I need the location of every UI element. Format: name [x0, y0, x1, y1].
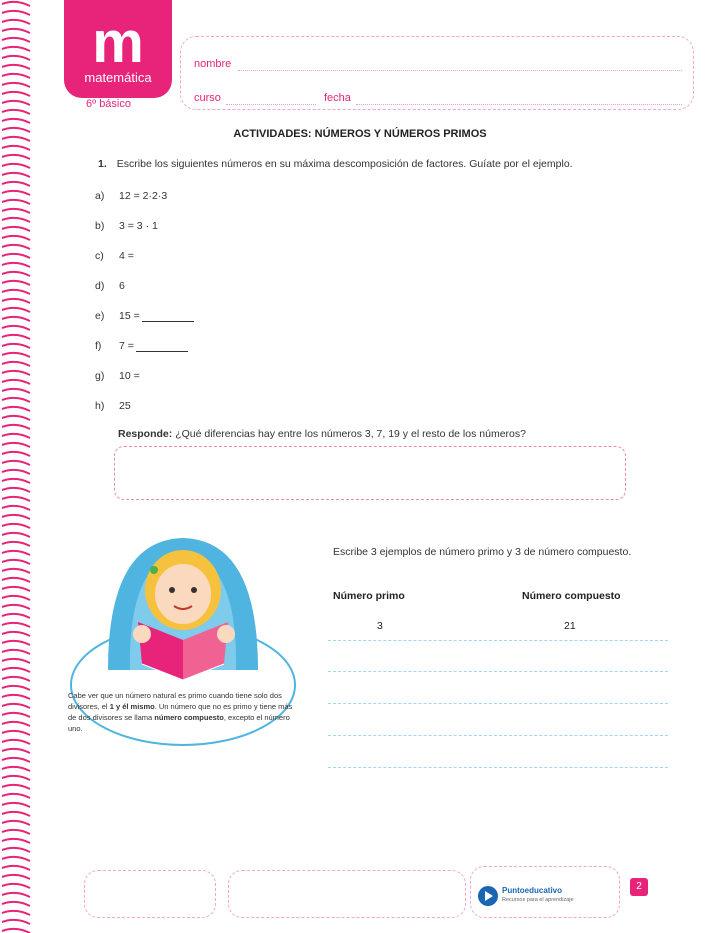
page-number: 2: [630, 878, 648, 896]
grade-label: 6º básico: [86, 98, 131, 110]
composite-example: 21: [564, 620, 576, 632]
name-label: nombre: [194, 58, 232, 70]
list-item: b) 3 = 3 · 1: [95, 220, 158, 232]
play-icon: [478, 886, 498, 906]
list-item: f) 7 =: [95, 340, 188, 352]
date-field[interactable]: [356, 104, 682, 105]
list-item: e) 15 =: [95, 310, 194, 322]
instruction-number: 1.: [98, 158, 107, 170]
answer-line[interactable]: [328, 703, 668, 704]
brand-logo: Puntoeducativo Recursos para el aprendizaje: [478, 884, 588, 908]
prime-column-header: Número primo: [333, 590, 405, 602]
question-text: ¿Qué diferencias hay entre los números 3, 7, 19 y el resto de los números?: [175, 428, 526, 440]
subject-logo: [64, 0, 172, 98]
answer-line[interactable]: [328, 735, 668, 736]
student-info-box: [180, 36, 694, 110]
prime-definition-caption: Cabe ver que un número natural es primo cuando tiene solo dos divisores, el 1 y él mismo. Un número que no es primo y tiene más de dos divisores se llama número compuesto, excepto el número uno.: [68, 691, 293, 733]
logo-letter: m: [92, 10, 144, 75]
list-item: d) 6: [95, 280, 125, 292]
name-field[interactable]: [238, 70, 682, 71]
prime-example: 3: [377, 620, 383, 632]
list-item: c) 4 =: [95, 250, 134, 262]
composite-column-header: Número compuesto: [522, 590, 621, 602]
answer-box[interactable]: [114, 446, 626, 500]
instruction: [98, 158, 573, 170]
list-item: a) 12 = 2·2·3: [95, 190, 168, 202]
examples-instruction: Escribe 3 ejemplos de número primo y 3 de número compuesto.: [333, 546, 632, 558]
answer-blank[interactable]: [142, 311, 194, 322]
footer-box: [228, 870, 466, 918]
footer-box: [84, 870, 216, 918]
answer-line[interactable]: [328, 767, 668, 768]
question: [118, 428, 526, 440]
course-field[interactable]: [226, 104, 316, 105]
list-item: g) 10 =: [95, 370, 140, 382]
course-label: curso: [194, 92, 221, 104]
answer-line[interactable]: [328, 671, 668, 672]
date-label: fecha: [324, 92, 351, 104]
answer-line[interactable]: [328, 640, 668, 641]
page-title: ACTIVIDADES: NÚMEROS Y NÚMEROS PRIMOS: [233, 128, 487, 140]
list-item: h) 25: [95, 400, 131, 412]
instruction-text: Escribe los siguientes números en su máxima descomposición de factores. Guíate por el ejemplo.: [116, 158, 573, 170]
logo-subject: matemática: [84, 70, 152, 85]
question-label: Responde:: [118, 428, 173, 440]
answer-blank[interactable]: [136, 341, 188, 352]
